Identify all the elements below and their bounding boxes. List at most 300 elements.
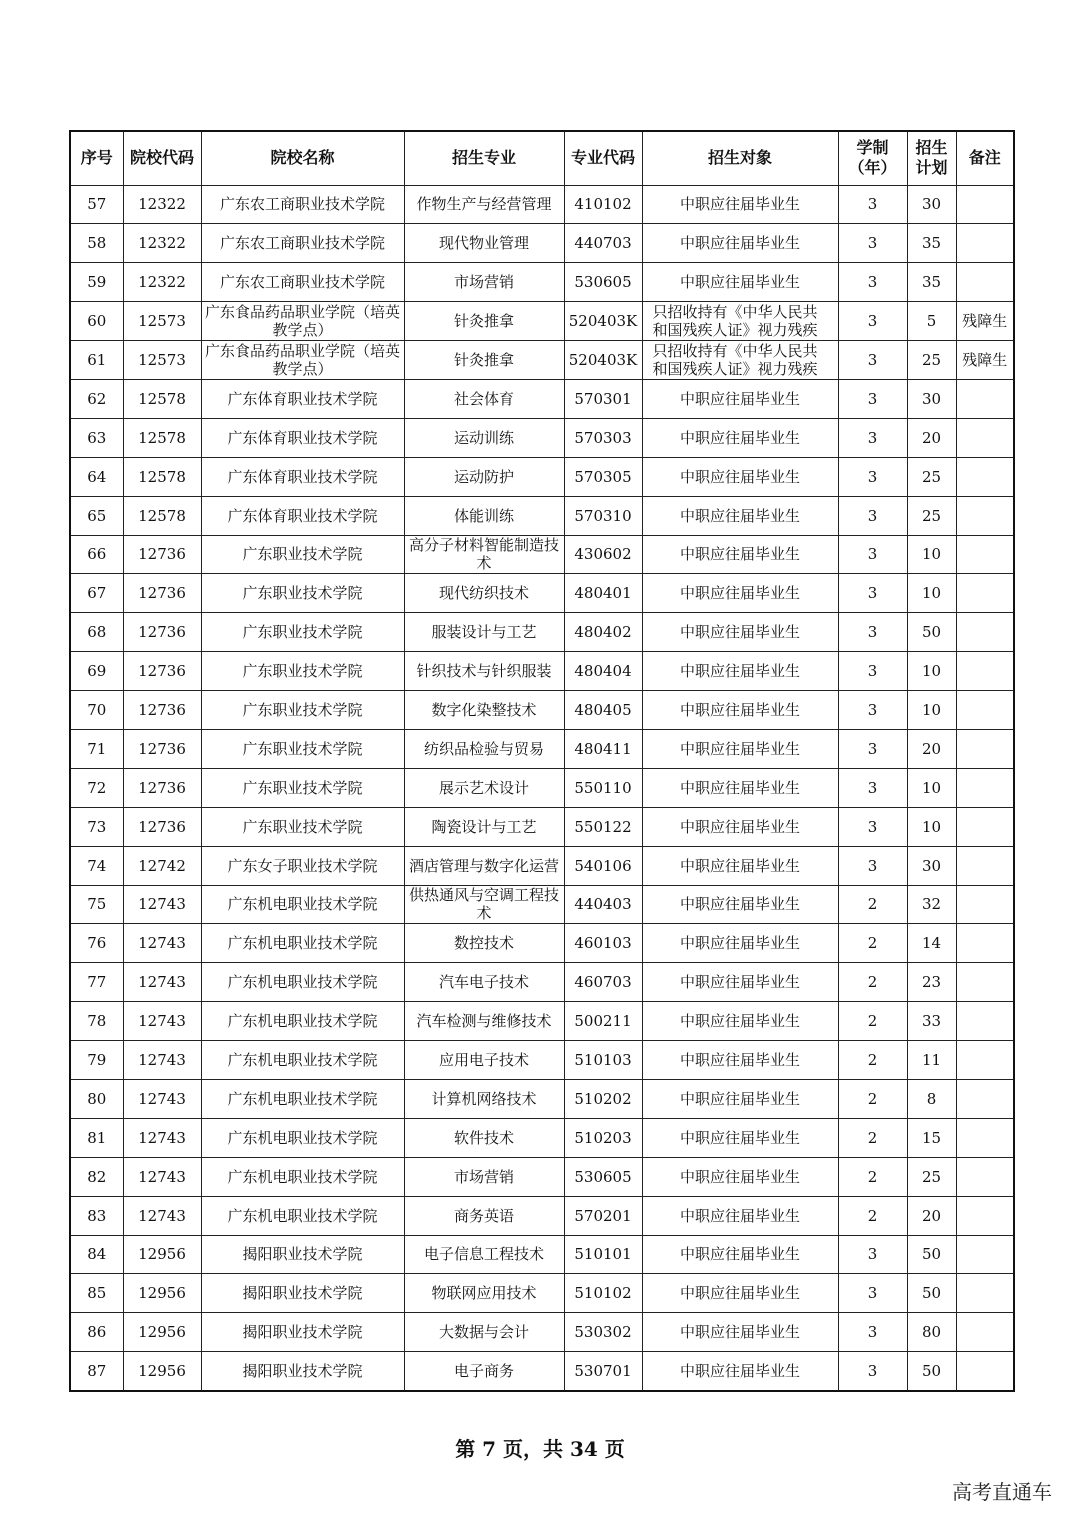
cell-plan — [907, 729, 956, 768]
cell-index — [70, 846, 123, 885]
cell-major-code — [564, 1079, 642, 1118]
table-row — [70, 1235, 1014, 1274]
cell-target — [642, 613, 838, 652]
cell-major-text: 高分子材料智能制造技术 — [408, 536, 559, 573]
cell-school-name-text: 广东机电职业技术学院 — [227, 973, 378, 992]
cell-major-code — [564, 263, 642, 302]
cell-major-code — [564, 418, 642, 457]
cell-school-code-text: 12322 — [138, 273, 186, 292]
cell-target-text: 中职应往届毕业生 — [679, 1245, 800, 1264]
cell-school-name — [201, 185, 404, 224]
cell-target — [642, 652, 838, 691]
cell-duration-text: 3 — [867, 467, 878, 486]
cell-major — [404, 1002, 564, 1041]
cell-major-code — [564, 302, 642, 341]
cell-target-text: 中职应往届毕业生 — [679, 273, 800, 292]
cell-target-text: 中职应往届毕业生 — [679, 1361, 800, 1380]
cell-plan — [907, 379, 956, 418]
cell-remarks — [956, 885, 1014, 924]
admissions-table — [69, 130, 1015, 1392]
cell-index — [70, 807, 123, 846]
cell-school-code — [123, 1157, 201, 1196]
cell-remarks — [956, 768, 1014, 807]
cell-school-code — [123, 1079, 201, 1118]
cell-remarks-text: 残障生 — [962, 351, 1008, 369]
cell-major — [404, 185, 564, 224]
cell-school-name-text: 广东体育职业技术学院 — [227, 467, 378, 486]
cell-major-text: 大数据与会计 — [438, 1323, 529, 1342]
cell-duration — [838, 1313, 907, 1352]
cell-school-code — [123, 457, 201, 496]
cell-target — [642, 1196, 838, 1235]
cell-target-text: 中职应往届毕业生 — [679, 1206, 800, 1225]
cell-remarks — [956, 729, 1014, 768]
cell-duration — [838, 1118, 907, 1157]
cell-target-text: 只招收持有《中华人民共和国残疾人证》视力残疾 — [652, 342, 818, 378]
cell-school-name-text: 揭阳职业技术学院 — [242, 1284, 363, 1303]
cell-index — [70, 379, 123, 418]
cell-plan-text: 10 — [921, 545, 942, 564]
cell-plan-text: 50 — [921, 1245, 942, 1264]
header-plan: 招生计划 — [907, 131, 956, 185]
table-row — [70, 846, 1014, 885]
cell-duration-text: 3 — [867, 701, 878, 720]
cell-school-code — [123, 224, 201, 263]
cell-target — [642, 846, 838, 885]
cell-target-text: 中职应往届毕业生 — [679, 1284, 800, 1303]
table-row — [70, 457, 1014, 496]
cell-major — [404, 924, 564, 963]
cell-target-text: 中职应往届毕业生 — [679, 739, 800, 758]
cell-target-text: 中职应往届毕业生 — [679, 817, 800, 836]
cell-remarks — [956, 1157, 1014, 1196]
cell-school-code — [123, 963, 201, 1002]
cell-school-name-text: 广东机电职业技术学院 — [227, 1089, 378, 1108]
cell-school-name — [201, 1041, 404, 1080]
cell-major — [404, 418, 564, 457]
cell-index-text: 82 — [87, 1167, 107, 1186]
cell-plan-text: 23 — [921, 973, 942, 992]
cell-index — [70, 924, 123, 963]
cell-school-name-text: 广东机电职业技术学院 — [227, 895, 378, 914]
cell-school-name-text: 广东体育职业技术学院 — [227, 428, 378, 447]
cell-target-text: 中职应往届毕业生 — [679, 1128, 800, 1147]
cell-school-name — [201, 1118, 404, 1157]
cell-school-name-text: 广东体育职业技术学院 — [227, 389, 378, 408]
cell-remarks — [956, 691, 1014, 730]
cell-plan — [907, 418, 956, 457]
cell-school-code — [123, 379, 201, 418]
cell-major-code-text: 480405 — [574, 701, 632, 720]
table-row — [70, 1274, 1014, 1313]
watermark: 高考直通车 — [952, 1480, 1052, 1504]
cell-duration — [838, 1157, 907, 1196]
cell-target — [642, 963, 838, 1002]
cell-school-code-text: 12736 — [138, 662, 186, 681]
table-row — [70, 613, 1014, 652]
cell-school-code-text: 12743 — [138, 1012, 186, 1031]
cell-index-text: 78 — [87, 1012, 107, 1031]
cell-duration — [838, 729, 907, 768]
cell-plan-text: 20 — [921, 428, 942, 447]
cell-remarks — [956, 1235, 1014, 1274]
cell-remarks — [956, 1274, 1014, 1313]
cell-index-text: 69 — [87, 662, 107, 681]
cell-major — [404, 1313, 564, 1352]
cell-school-name — [201, 846, 404, 885]
cell-target — [642, 185, 838, 224]
cell-index-text: 65 — [87, 506, 107, 525]
cell-major-code — [564, 1352, 642, 1391]
cell-major-code-text: 460103 — [574, 934, 632, 953]
cell-target-text: 中职应往届毕业生 — [679, 1323, 800, 1342]
cell-remarks — [956, 496, 1014, 535]
cell-duration — [838, 496, 907, 535]
cell-duration-text: 3 — [867, 273, 878, 292]
cell-major-text: 社会体育 — [453, 389, 514, 408]
cell-index — [70, 574, 123, 613]
cell-major — [404, 263, 564, 302]
cell-school-code — [123, 1352, 201, 1391]
cell-major-text: 现代纺织技术 — [438, 584, 529, 603]
cell-index-text: 66 — [87, 545, 107, 564]
cell-index-text: 64 — [87, 467, 107, 486]
cell-duration — [838, 691, 907, 730]
cell-index — [70, 1041, 123, 1080]
cell-school-code — [123, 185, 201, 224]
cell-major-text: 电子信息工程技术 — [423, 1245, 544, 1264]
cell-index-text: 79 — [87, 1051, 107, 1070]
cell-duration-text: 3 — [867, 351, 878, 369]
cell-major — [404, 496, 564, 535]
cell-plan-text: 30 — [921, 195, 942, 214]
cell-major-text: 电子商务 — [453, 1361, 514, 1380]
cell-major-code-text: 550122 — [574, 817, 632, 836]
cell-index-text: 87 — [87, 1361, 107, 1380]
cell-major-code — [564, 1157, 642, 1196]
cell-school-name — [201, 1196, 404, 1235]
cell-major-text: 服装设计与工艺 — [431, 623, 537, 642]
cell-target — [642, 379, 838, 418]
cell-major-code-text: 440403 — [574, 895, 632, 914]
cell-plan-text: 15 — [921, 1128, 942, 1147]
cell-index-text: 57 — [87, 195, 107, 214]
cell-school-code — [123, 496, 201, 535]
cell-plan-text: 10 — [921, 817, 942, 836]
cell-plan-text: 5 — [926, 312, 937, 331]
cell-major-code — [564, 457, 642, 496]
table-row — [70, 224, 1014, 263]
cell-plan-text: 32 — [921, 895, 942, 914]
cell-plan-text: 35 — [921, 273, 942, 292]
cell-target — [642, 1079, 838, 1118]
cell-major-code-text: 430602 — [574, 545, 632, 564]
cell-index — [70, 263, 123, 302]
cell-school-code — [123, 418, 201, 457]
cell-remarks — [956, 379, 1014, 418]
cell-school-code — [123, 691, 201, 730]
table-row — [70, 418, 1014, 457]
cell-plan — [907, 302, 956, 341]
cell-major-code — [564, 224, 642, 263]
cell-duration — [838, 535, 907, 574]
cell-plan-text: 80 — [921, 1323, 942, 1342]
cell-major-code — [564, 768, 642, 807]
cell-school-code — [123, 1118, 201, 1157]
cell-index — [70, 1079, 123, 1118]
cell-duration — [838, 613, 907, 652]
cell-major-code-text: 530605 — [574, 273, 632, 292]
cell-plan — [907, 496, 956, 535]
cell-major-code-text: 480411 — [574, 739, 632, 758]
cell-school-name-text: 广东食品药品职业学院（培英教学点） — [204, 342, 400, 378]
cell-school-code-text: 12743 — [138, 1089, 186, 1108]
cell-school-code-text: 12956 — [138, 1284, 186, 1303]
cell-index-text: 58 — [87, 234, 107, 253]
cell-target — [642, 1235, 838, 1274]
cell-major — [404, 652, 564, 691]
cell-major — [404, 1157, 564, 1196]
cell-school-name — [201, 418, 404, 457]
cell-duration-text: 3 — [867, 623, 878, 642]
cell-major-code-text: 540106 — [574, 856, 632, 875]
cell-major-code — [564, 1118, 642, 1157]
cell-index-text: 77 — [87, 973, 107, 992]
cell-major-text: 市场营销 — [453, 1167, 514, 1186]
cell-duration — [838, 768, 907, 807]
cell-plan — [907, 613, 956, 652]
cell-index — [70, 1235, 123, 1274]
cell-target — [642, 807, 838, 846]
cell-school-name — [201, 729, 404, 768]
cell-school-name — [201, 302, 404, 341]
cell-remarks — [956, 535, 1014, 574]
cell-duration — [838, 963, 907, 1002]
cell-school-code-text: 12573 — [138, 351, 186, 369]
cell-major-code-text: 530701 — [574, 1361, 632, 1380]
cell-target — [642, 535, 838, 574]
cell-duration-text: 2 — [867, 1167, 878, 1186]
cell-plan-text: 25 — [921, 1167, 942, 1186]
table-row — [70, 1157, 1014, 1196]
cell-school-name-text: 广东机电职业技术学院 — [227, 934, 378, 953]
cell-school-name — [201, 1157, 404, 1196]
cell-index — [70, 185, 123, 224]
cell-major-code-text: 520403K — [568, 312, 638, 331]
cell-duration — [838, 1274, 907, 1313]
cell-major — [404, 535, 564, 574]
cell-duration-text: 3 — [867, 545, 878, 564]
table-row — [70, 302, 1014, 341]
cell-school-code-text: 12578 — [138, 467, 186, 486]
cell-school-name-text: 广东职业技术学院 — [242, 623, 363, 642]
cell-school-code-text: 12743 — [138, 973, 186, 992]
cell-major — [404, 1352, 564, 1391]
cell-major-text: 汽车电子技术 — [438, 973, 529, 992]
cell-target — [642, 1313, 838, 1352]
cell-plan — [907, 1041, 956, 1080]
cell-plan — [907, 846, 956, 885]
cell-plan — [907, 224, 956, 263]
cell-major-text: 市场营销 — [453, 273, 514, 292]
cell-school-name — [201, 924, 404, 963]
cell-index — [70, 1002, 123, 1041]
cell-duration-text: 3 — [867, 389, 878, 408]
cell-index-text: 74 — [87, 856, 107, 875]
cell-major-text: 体能训练 — [453, 506, 514, 525]
cell-remarks — [956, 418, 1014, 457]
cell-major-code — [564, 496, 642, 535]
cell-plan-text: 25 — [921, 506, 942, 525]
cell-major — [404, 302, 564, 341]
cell-target-text: 中职应往届毕业生 — [679, 195, 800, 214]
cell-major — [404, 1274, 564, 1313]
cell-duration — [838, 302, 907, 341]
cell-index — [70, 1157, 123, 1196]
cell-index — [70, 768, 123, 807]
cell-index-text: 63 — [87, 428, 107, 447]
cell-plan — [907, 1079, 956, 1118]
cell-major-code-text: 570201 — [574, 1206, 632, 1225]
cell-index — [70, 691, 123, 730]
header-school-name: 院校名称 — [201, 131, 404, 185]
cell-index — [70, 1196, 123, 1235]
cell-plan — [907, 1235, 956, 1274]
cell-index — [70, 418, 123, 457]
cell-major — [404, 885, 564, 924]
cell-school-name — [201, 807, 404, 846]
cell-major — [404, 807, 564, 846]
cell-target — [642, 1002, 838, 1041]
cell-school-code — [123, 807, 201, 846]
cell-major-code-text: 570301 — [574, 389, 632, 408]
cell-school-code — [123, 1313, 201, 1352]
cell-remarks — [956, 652, 1014, 691]
table-row — [70, 1079, 1014, 1118]
cell-major-code — [564, 1041, 642, 1080]
table-body — [70, 185, 1014, 1391]
cell-duration-text: 3 — [867, 195, 878, 214]
cell-duration — [838, 418, 907, 457]
cell-school-name — [201, 224, 404, 263]
cell-target-text: 中职应往届毕业生 — [679, 389, 800, 408]
header-duration: 学制（年） — [838, 131, 907, 185]
cell-target-text: 中职应往届毕业生 — [679, 1167, 800, 1186]
cell-major-text: 汽车检测与维修技术 — [416, 1012, 552, 1031]
cell-remarks — [956, 574, 1014, 613]
cell-major-code — [564, 1002, 642, 1041]
cell-index — [70, 457, 123, 496]
cell-major-code-text: 440703 — [574, 234, 632, 253]
header-remarks: 备注 — [956, 131, 1014, 185]
cell-school-name — [201, 341, 404, 380]
cell-plan — [907, 1274, 956, 1313]
cell-major-text: 应用电子技术 — [438, 1051, 529, 1070]
cell-remarks — [956, 1196, 1014, 1235]
cell-school-name — [201, 379, 404, 418]
cell-major-text: 数字化染整技术 — [431, 701, 537, 720]
cell-school-code — [123, 302, 201, 341]
cell-duration — [838, 924, 907, 963]
cell-school-code-text: 12743 — [138, 1206, 186, 1225]
cell-school-name — [201, 885, 404, 924]
cell-target — [642, 1274, 838, 1313]
cell-target-text: 中职应往届毕业生 — [679, 428, 800, 447]
cell-index-text: 80 — [87, 1089, 107, 1108]
cell-target-text: 中职应往届毕业生 — [679, 934, 800, 953]
cell-school-name-text: 广东职业技术学院 — [242, 545, 363, 564]
cell-index-text: 86 — [87, 1323, 107, 1342]
cell-duration-text: 2 — [867, 1012, 878, 1031]
cell-index-text: 76 — [87, 934, 107, 953]
cell-major-code-text: 510202 — [574, 1089, 632, 1108]
cell-remarks-text: 残障生 — [962, 312, 1008, 331]
cell-target-text: 中职应往届毕业生 — [679, 1089, 800, 1108]
cell-major-code-text: 410102 — [574, 195, 632, 214]
cell-major-text: 作物生产与经营管理 — [416, 195, 552, 214]
cell-target-text: 中职应往届毕业生 — [679, 856, 800, 875]
cell-plan-text: 50 — [921, 1284, 942, 1303]
cell-school-name — [201, 768, 404, 807]
cell-major-text: 运动防护 — [453, 467, 514, 486]
cell-school-name — [201, 1002, 404, 1041]
cell-plan — [907, 185, 956, 224]
cell-index-text: 60 — [87, 312, 107, 331]
cell-major — [404, 846, 564, 885]
cell-duration-text: 2 — [867, 1089, 878, 1108]
cell-target-text: 中职应往届毕业生 — [679, 584, 800, 603]
cell-school-code — [123, 1002, 201, 1041]
cell-school-code-text: 12736 — [138, 739, 186, 758]
cell-index — [70, 1274, 123, 1313]
cell-school-name-text: 广东职业技术学院 — [242, 701, 363, 720]
cell-major-text: 现代物业管理 — [438, 234, 529, 253]
cell-plan-text: 10 — [921, 662, 942, 681]
cell-duration-text: 3 — [867, 1361, 878, 1380]
cell-duration-text: 3 — [867, 662, 878, 681]
cell-school-name-text: 广东职业技术学院 — [242, 739, 363, 758]
cell-plan — [907, 652, 956, 691]
cell-duration-text: 3 — [867, 506, 878, 525]
cell-target — [642, 1118, 838, 1157]
cell-duration — [838, 807, 907, 846]
cell-remarks — [956, 224, 1014, 263]
cell-school-code-text: 12743 — [138, 1167, 186, 1186]
cell-major-code — [564, 1274, 642, 1313]
cell-school-code — [123, 341, 201, 380]
table-row — [70, 1118, 1014, 1157]
cell-duration — [838, 1002, 907, 1041]
cell-index — [70, 885, 123, 924]
cell-plan — [907, 457, 956, 496]
cell-school-code-text: 12743 — [138, 1128, 186, 1147]
cell-plan — [907, 1352, 956, 1391]
cell-duration-text: 2 — [867, 895, 878, 914]
cell-target-text: 中职应往届毕业生 — [679, 506, 800, 525]
cell-school-code — [123, 263, 201, 302]
cell-target-text: 中职应往届毕业生 — [679, 1051, 800, 1070]
cell-target-text: 中职应往届毕业生 — [679, 973, 800, 992]
cell-major-code-text: 570310 — [574, 506, 632, 525]
cell-school-code-text: 12743 — [138, 934, 186, 953]
cell-plan — [907, 341, 956, 380]
cell-index-text: 70 — [87, 701, 107, 720]
cell-major — [404, 768, 564, 807]
cell-school-name-text: 广东机电职业技术学院 — [227, 1167, 378, 1186]
cell-major-code — [564, 924, 642, 963]
cell-duration-text: 3 — [867, 856, 878, 875]
cell-duration — [838, 185, 907, 224]
